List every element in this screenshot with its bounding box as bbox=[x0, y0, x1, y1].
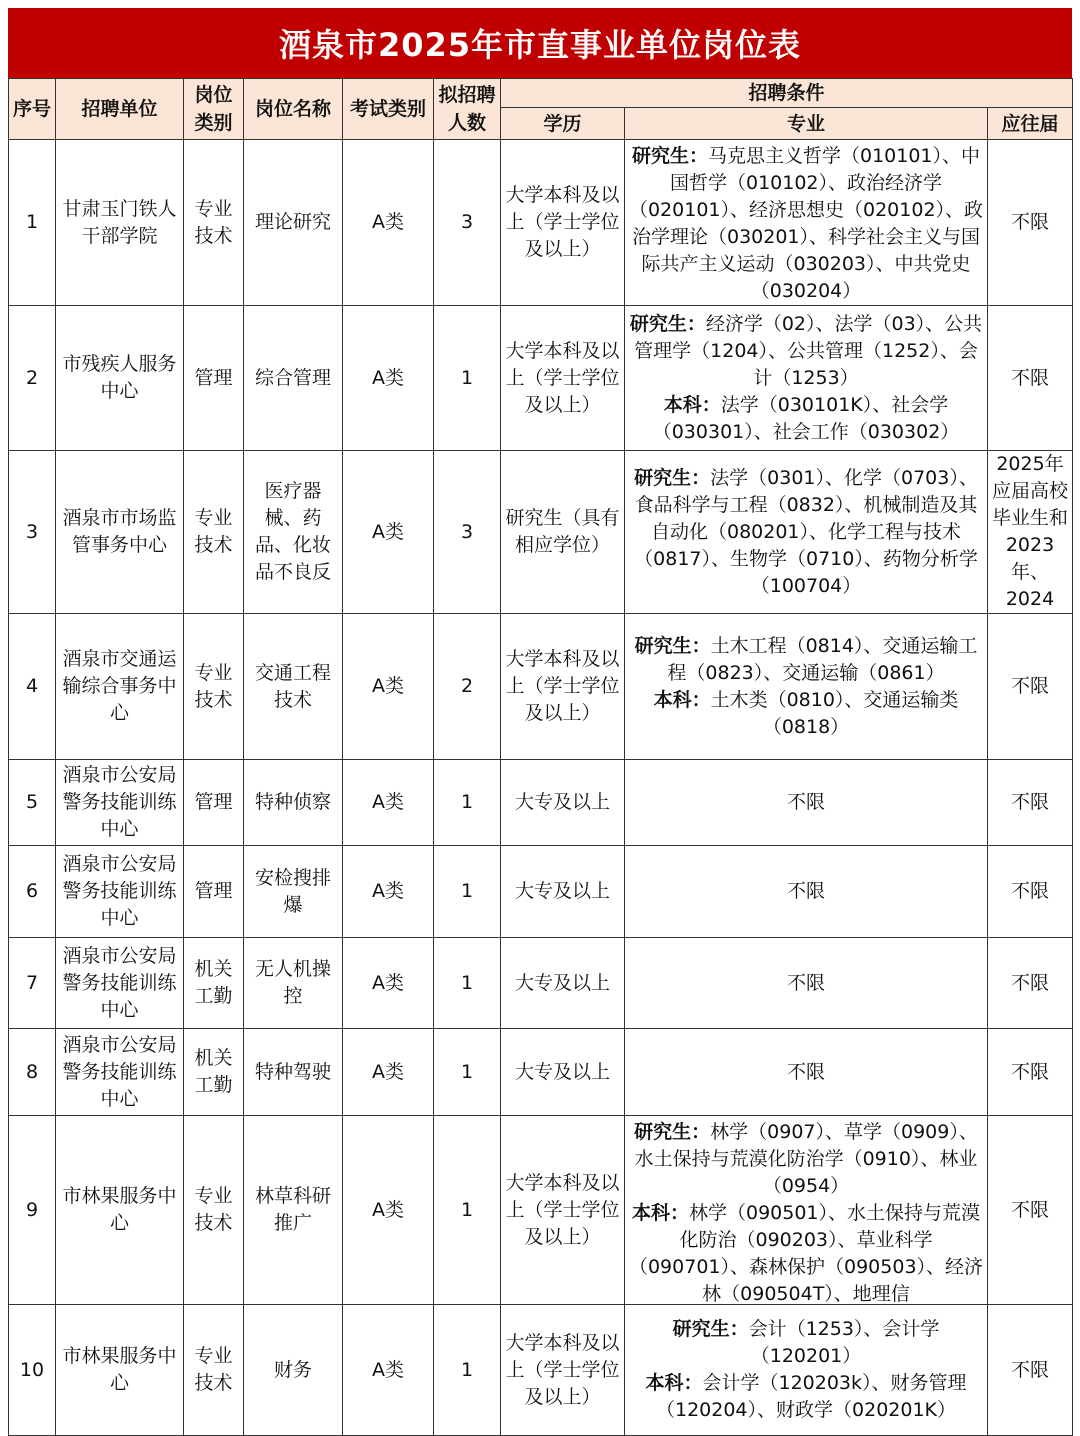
table-row bbox=[9, 760, 1073, 846]
cell-seq: 6 bbox=[9, 846, 56, 938]
table-row bbox=[9, 1029, 1073, 1116]
cell-count: 1 bbox=[434, 938, 501, 1029]
cell-seq: 3 bbox=[9, 451, 56, 614]
cell-post-type: 专业技术 bbox=[184, 451, 244, 614]
header-exam-type: 考试类别 bbox=[343, 79, 434, 140]
cell-seq: 5 bbox=[9, 760, 56, 846]
cell-unit: 甘肃玉门铁人干部学院 bbox=[56, 140, 184, 306]
cell-seq: 10 bbox=[9, 1305, 56, 1436]
cell-post-type: 专业技术 bbox=[184, 1305, 244, 1436]
cell-post-name: 交通工程技术 bbox=[244, 614, 343, 760]
header-seq: 序号 bbox=[9, 79, 56, 140]
cell-education: 大专及以上 bbox=[501, 846, 625, 938]
cell-unit: 市林果服务中心 bbox=[56, 1305, 184, 1436]
cell-graduate: 不限 bbox=[988, 614, 1073, 760]
cell-post-type: 专业技术 bbox=[184, 614, 244, 760]
major-level-label: 本科： bbox=[631, 1201, 689, 1224]
major-level-label: 研究生： bbox=[672, 1318, 749, 1340]
cell-unit: 酒泉市公安局警务技能训练中心 bbox=[56, 1029, 184, 1116]
table-row bbox=[9, 306, 1073, 451]
cell-graduate: 不限 bbox=[988, 1029, 1073, 1116]
major-list-text: 法学（0301）、化学（0703）、食品科学与工程（0832）、机械制造及其自动化（080201）、化学工程与技术（0817）、生物学（0710）、药物分析学（100704） bbox=[634, 467, 978, 597]
cell-exam-type: A类 bbox=[343, 846, 434, 938]
major-entry bbox=[627, 1200, 985, 1302]
cell-unit: 酒泉市公安局警务技能训练中心 bbox=[56, 938, 184, 1029]
cell-education: 大专及以上 bbox=[501, 938, 625, 1029]
cell-graduate: 不限 bbox=[988, 938, 1073, 1029]
cell-post-type: 管理 bbox=[184, 846, 244, 938]
cell-count: 1 bbox=[434, 1116, 501, 1305]
major-entry bbox=[627, 143, 985, 303]
cell-count: 1 bbox=[434, 1029, 501, 1116]
major-entry bbox=[627, 311, 985, 392]
cell-education: 研究生（具有相应学位） bbox=[501, 451, 625, 614]
cell-major bbox=[625, 1305, 988, 1436]
cell-post-type: 专业技术 bbox=[184, 140, 244, 306]
header-education: 学历 bbox=[501, 108, 625, 140]
cell-count: 2 bbox=[434, 614, 501, 760]
cell-post-name: 医疗器械、药品、化妆品不良反 bbox=[244, 451, 343, 614]
major-list-text: 林学（090501）、水土保持与荒漠化防治（090203）、草业科学（090701）、森林保护（090503）、经济林（090504T）、地理信 bbox=[628, 1201, 984, 1302]
major-level-label: 本科： bbox=[645, 1372, 703, 1394]
cell-unit: 酒泉市公安局警务技能训练中心 bbox=[56, 760, 184, 846]
major-level-label: 研究生： bbox=[629, 312, 706, 335]
cell-graduate: 不限 bbox=[988, 846, 1073, 938]
cell-graduate: 不限 bbox=[988, 306, 1073, 451]
positions-table bbox=[8, 78, 1073, 1436]
major-level-label: 研究生： bbox=[631, 144, 708, 167]
cell-unit: 酒泉市交通运输综合事务中心 bbox=[56, 614, 184, 760]
major-entry bbox=[627, 633, 985, 687]
cell-graduate: 不限 bbox=[988, 760, 1073, 846]
cell-exam-type: A类 bbox=[343, 140, 434, 306]
cell-exam-type: A类 bbox=[343, 938, 434, 1029]
table-row bbox=[9, 1116, 1073, 1305]
major-list-text: 经济学（02）、法学（03）、公共管理学（1204）、公共管理（1252）、会计（1253） bbox=[634, 312, 983, 389]
cell-education: 大学本科及以上（学士学位及以上） bbox=[501, 614, 625, 760]
cell-graduate: 2025年应届高校毕业生和2023年、2024 bbox=[988, 451, 1073, 614]
major-entry bbox=[627, 1370, 985, 1424]
cell-post-name: 财务 bbox=[244, 1305, 343, 1436]
cell-education: 大学本科及以上（学士学位及以上） bbox=[501, 140, 625, 306]
major-list-text: 土木类（0810）、交通运输类（0818） bbox=[710, 688, 959, 738]
cell-post-name: 理论研究 bbox=[244, 140, 343, 306]
header-post-type: 岗位类别 bbox=[184, 79, 244, 140]
major-entry bbox=[627, 465, 985, 599]
cell-major bbox=[625, 451, 988, 614]
cell-unit: 市林果服务中心 bbox=[56, 1116, 184, 1305]
cell-exam-type: A类 bbox=[343, 760, 434, 846]
cell-major bbox=[625, 1116, 988, 1305]
major-entry bbox=[627, 1119, 985, 1200]
cell-seq: 9 bbox=[9, 1116, 56, 1305]
header-major: 专业 bbox=[625, 108, 988, 140]
cell-major bbox=[625, 140, 988, 306]
cell-exam-type: A类 bbox=[343, 451, 434, 614]
cell-count: 1 bbox=[434, 306, 501, 451]
cell-count: 3 bbox=[434, 140, 501, 306]
major-level-label: 研究生： bbox=[634, 1120, 711, 1143]
cell-post-name: 综合管理 bbox=[244, 306, 343, 451]
major-list-text: 会计（1253）、会计学（120201） bbox=[748, 1318, 940, 1367]
cell-major bbox=[625, 306, 988, 451]
cell-count: 3 bbox=[434, 451, 501, 614]
cell-post-name: 特种侦察 bbox=[244, 760, 343, 846]
cell-major bbox=[625, 614, 988, 760]
major-entry bbox=[627, 687, 985, 741]
header-post-name: 岗位名称 bbox=[244, 79, 343, 140]
table-row bbox=[9, 140, 1073, 306]
cell-seq: 8 bbox=[9, 1029, 56, 1116]
major-list-text: 马克思主义哲学（010101）、中国哲学（010102）、政治经济学（020101）、经济思想史（020102）、政治学理论（030201）、科学社会主义与国际共产主义运动（030203）、中共党史（030204） bbox=[628, 144, 984, 302]
cell-post-type: 专业技术 bbox=[184, 1116, 244, 1305]
cell-seq: 4 bbox=[9, 614, 56, 760]
cell-major: 不限 bbox=[625, 760, 988, 846]
cell-education: 大学本科及以上（学士学位及以上） bbox=[501, 1305, 625, 1436]
major-level-label: 本科： bbox=[663, 393, 721, 416]
major-entry bbox=[627, 392, 985, 446]
table-row bbox=[9, 451, 1073, 614]
cell-post-type: 机关工勤 bbox=[184, 1029, 244, 1116]
cell-exam-type: A类 bbox=[343, 614, 434, 760]
page-title: 酒泉市2025年市直事业单位岗位表 bbox=[8, 8, 1072, 78]
major-level-label: 研究生： bbox=[634, 467, 711, 489]
header-unit: 招聘单位 bbox=[56, 79, 184, 140]
cell-education: 大学本科及以上（学士学位及以上） bbox=[501, 1116, 625, 1305]
cell-seq: 7 bbox=[9, 938, 56, 1029]
header-count: 拟招聘人数 bbox=[434, 79, 501, 140]
cell-major: 不限 bbox=[625, 846, 988, 938]
cell-major: 不限 bbox=[625, 938, 988, 1029]
table-row bbox=[9, 846, 1073, 938]
cell-exam-type: A类 bbox=[343, 306, 434, 451]
major-entry bbox=[627, 1316, 985, 1370]
major-list-text: 土木工程（0814）、交通运输工程（0823）、交通运输（0861） bbox=[667, 634, 978, 684]
cell-seq: 1 bbox=[9, 140, 56, 306]
table-row bbox=[9, 1305, 1073, 1436]
table-body bbox=[9, 140, 1073, 1436]
cell-unit: 市残疾人服务中心 bbox=[56, 306, 184, 451]
table-row bbox=[9, 938, 1073, 1029]
cell-post-type: 管理 bbox=[184, 306, 244, 451]
cell-seq: 2 bbox=[9, 306, 56, 451]
major-list-text: 林学（0907）、草学（0909）、水土保持与荒漠化防治学（0910）、林业（0954） bbox=[634, 1120, 978, 1197]
cell-post-name: 林草科研推广 bbox=[244, 1116, 343, 1305]
major-list-text: 会计学（120203k）、财务管理（120204）、财政学（020201K） bbox=[655, 1372, 967, 1421]
major-level-label: 研究生： bbox=[634, 634, 711, 657]
cell-post-type: 管理 bbox=[184, 760, 244, 846]
cell-post-type: 机关工勤 bbox=[184, 938, 244, 1029]
cell-count: 1 bbox=[434, 1305, 501, 1436]
cell-education: 大专及以上 bbox=[501, 760, 625, 846]
header-graduate: 应往届 bbox=[988, 108, 1073, 140]
cell-exam-type: A类 bbox=[343, 1116, 434, 1305]
major-level-label: 本科： bbox=[653, 688, 711, 711]
cell-major: 不限 bbox=[625, 1029, 988, 1116]
cell-post-name: 特种驾驶 bbox=[244, 1029, 343, 1116]
cell-graduate: 不限 bbox=[988, 1116, 1073, 1305]
cell-graduate: 不限 bbox=[988, 1305, 1073, 1436]
cell-count: 1 bbox=[434, 846, 501, 938]
cell-graduate: 不限 bbox=[988, 140, 1073, 306]
cell-post-name: 安检搜排爆 bbox=[244, 846, 343, 938]
cell-unit: 酒泉市公安局警务技能训练中心 bbox=[56, 846, 184, 938]
cell-education: 大专及以上 bbox=[501, 1029, 625, 1116]
cell-exam-type: A类 bbox=[343, 1305, 434, 1436]
cell-education: 大学本科及以上（学士学位及以上） bbox=[501, 306, 625, 451]
cell-count: 1 bbox=[434, 760, 501, 846]
table-row bbox=[9, 614, 1073, 760]
header-conditions: 招聘条件 bbox=[501, 79, 1073, 108]
major-list-text: 法学（030101K）、社会学（030301）、社会工作（030302） bbox=[652, 393, 960, 443]
cell-unit: 酒泉市市场监管事务中心 bbox=[56, 451, 184, 614]
cell-exam-type: A类 bbox=[343, 1029, 434, 1116]
cell-post-name: 无人机操控 bbox=[244, 938, 343, 1029]
